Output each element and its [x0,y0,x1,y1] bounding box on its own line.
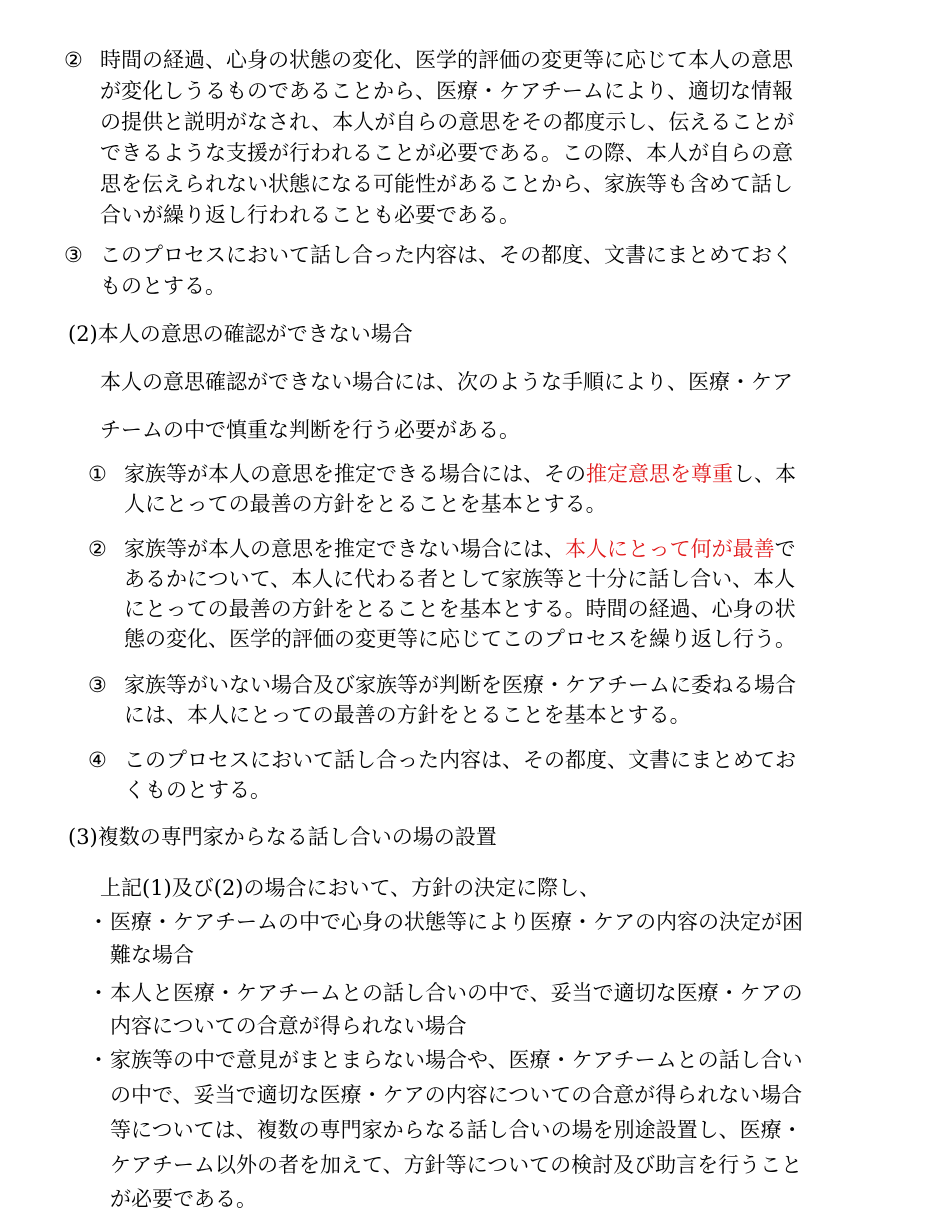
text-line: くものとする。 [124,778,271,802]
highlighted-text: 推定意思を尊重 [586,462,733,486]
text-line: 難な場合 [110,943,194,967]
text-line: の中で、妥当で適切な医療・ケアの内容についての合意が得られない場合 [110,1083,803,1107]
text-line [124,534,796,564]
text-line: の提供と説明がなされ、本人が自らの意思をその都度示し、伝えることが [100,110,795,134]
item-marker: ③ [88,673,107,697]
text-line: できるような支援が行われることが必要である。この際、本人が自らの意 [100,141,793,165]
bullet-marker: ・ [88,981,109,1005]
text-line: このプロセスにおいて話し合った内容は、その都度、文書にまとめてお [124,748,796,772]
text-line: ものとする。 [100,274,226,298]
text-line [124,459,796,489]
text-line: 態の変化、医学的評価の変更等に応じてこのプロセスを繰り返し行う。 [124,627,796,651]
intro-line: 上記(1)及び(2)の場合において、方針の決定に際し、 [100,876,601,900]
text-segment: し、本 [733,462,796,486]
text-line: が変化しうるものであることから、医療・ケアチームにより、適切な情報 [100,79,793,103]
text-line: このプロセスにおいて話し合った内容は、その都度、文書にまとめておく [100,243,793,267]
text-line: ケアチーム以外の者を加えて、方針等についての検討及び助言を行うこと [110,1153,803,1177]
text-segment: 家族等が本人の意思を推定できない場合には、 [124,537,565,561]
bullet-marker: ・ [88,1048,109,1072]
bullet-marker: ・ [88,910,109,934]
text-line: 合いが繰り返し行われることも必要である。 [100,203,520,227]
text-line: が必要である。 [110,1187,257,1211]
text-line: 医療・ケアチームの中で心身の状態等により医療・ケアの内容の決定が困 [110,910,803,934]
text-segment: で [774,537,796,561]
item-marker: ③ [64,243,83,267]
text-line: 本人と医療・ケアチームとの話し合いの中で、妥当で適切な医療・ケアの [110,981,803,1005]
text-line: 人にとっての最善の方針をとることを基本とする。 [124,492,607,516]
section-heading: (3)複数の専門家からなる話し合いの場の設置 [68,825,497,849]
highlighted-text: 本人にとって何が最善 [565,537,775,561]
text-line: 等については、複数の専門家からなる話し合いの場を別途設置し、医療・ [110,1118,803,1142]
text-line: あるかについて、本人に代わる者として家族等と十分に話し合い、本人 [124,567,796,591]
text-line: 思を伝えられない状態になる可能性があることから、家族等も含めて話し [100,172,793,196]
item-marker: ① [88,462,107,486]
text-line: 時間の経過、心身の状態の変化、医学的評価の変更等に応じて本人の意思 [100,48,793,72]
item-marker: ② [64,48,83,72]
text-line: には、本人にとっての最善の方針をとることを基本とする。 [124,703,691,727]
text-line: 家族等がいない場合及び家族等が判断を医療・ケアチームに委ねる場合 [124,673,796,697]
item-marker: ④ [88,748,107,772]
text-line: にとっての最善の方針をとることを基本とする。時間の経過、心身の状 [124,597,796,621]
item-marker: ② [88,537,107,561]
text-segment: 家族等が本人の意思を推定できる場合には、その [124,462,586,486]
section-heading: (2)本人の意思の確認ができない場合 [68,322,413,346]
text-line: 家族等の中で意見がまとまらない場合や、医療・ケアチームとの話し合い [110,1048,803,1072]
text-line: 内容についての合意が得られない場合 [110,1014,467,1038]
intro-line: 本人の意思確認ができない場合には、次のような手順により、医療・ケア [100,370,793,394]
intro-line: チームの中で慎重な判断を行う必要がある。 [100,418,520,442]
